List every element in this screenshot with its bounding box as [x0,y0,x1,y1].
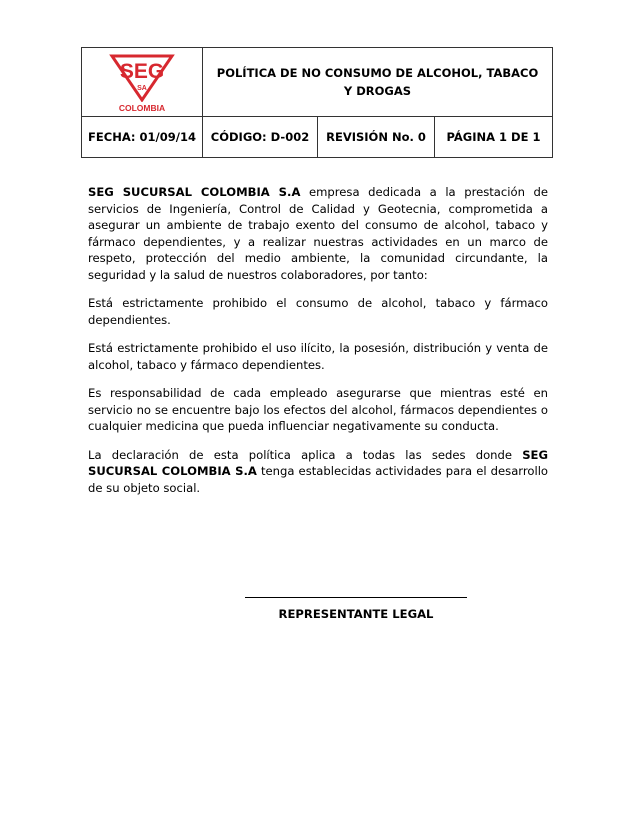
document-header-table [81,47,553,158]
policy-paragraph-1 [88,184,548,283]
signature-line [245,597,467,598]
company-name-bold-2: SEG SUCURSAL COLOMBIA S.A [88,447,548,478]
logo-name-text: SEG [119,60,165,83]
fecha-cell: FECHA: 01/09/14 [82,117,203,158]
logo-sub-text: SA [137,85,147,92]
policy-body [88,184,548,508]
codigo-cell: CÓDIGO: D-002 [203,117,318,158]
paragraph-5-text-a: La declaración de esta política aplica a todas las sedes donde [88,447,523,462]
seg-colombia-logo [94,50,190,114]
document-title: POLÍTICA DE NO CONSUMO DE ALCOHOL, TABACO Y DROGAS [203,48,553,117]
policy-paragraph-2: Está estrictamente prohibido el consumo de alcohol, tabaco y fármaco dependientes. [88,296,548,327]
company-name-bold: SEG SUCURSAL COLOMBIA S.A [88,185,301,199]
policy-paragraph-5 [88,447,548,497]
policy-paragraph-3: Está estrictamente prohibido el uso ilícito, la posesión, distribución y venta de alcohol, tabaco y fármaco dependientes. [88,341,548,372]
policy-paragraph-4: Es responsabilidad de cada empleado asegurarse que mientras esté en servicio no se encuentre bajo los efectos del alcohol, fármacos dependientes o cualquier medicina que pueda influenciar negativamente su conducta. [88,386,548,433]
logo-cell [82,48,203,117]
signature-label: REPRESENTANTE LEGAL [278,607,434,621]
revision-cell: REVISIÓN No. 0 [318,117,435,158]
logo-country-text: COLOMBIA [118,103,166,113]
pagina-cell: PÁGINA 1 DE 1 [435,117,553,158]
paragraph-1-text: empresa dedicada a la prestación de servicios de Ingeniería, Control de Calidad y Geotecnia, comprometida a asegurar un ambiente de trabajo exento del consumo de alcohol, tabaco y fármaco dependientes, y a realizar nuestras actividades en un marco de respeto, protección del medio ambiente, la comunidad circundante, la seguridad y la salud de nuestros colaboradores, por tanto: [88,185,548,282]
paragraph-5-text-b: tenga establecidas actividades para el desarrollo de su objeto social. [88,464,549,495]
